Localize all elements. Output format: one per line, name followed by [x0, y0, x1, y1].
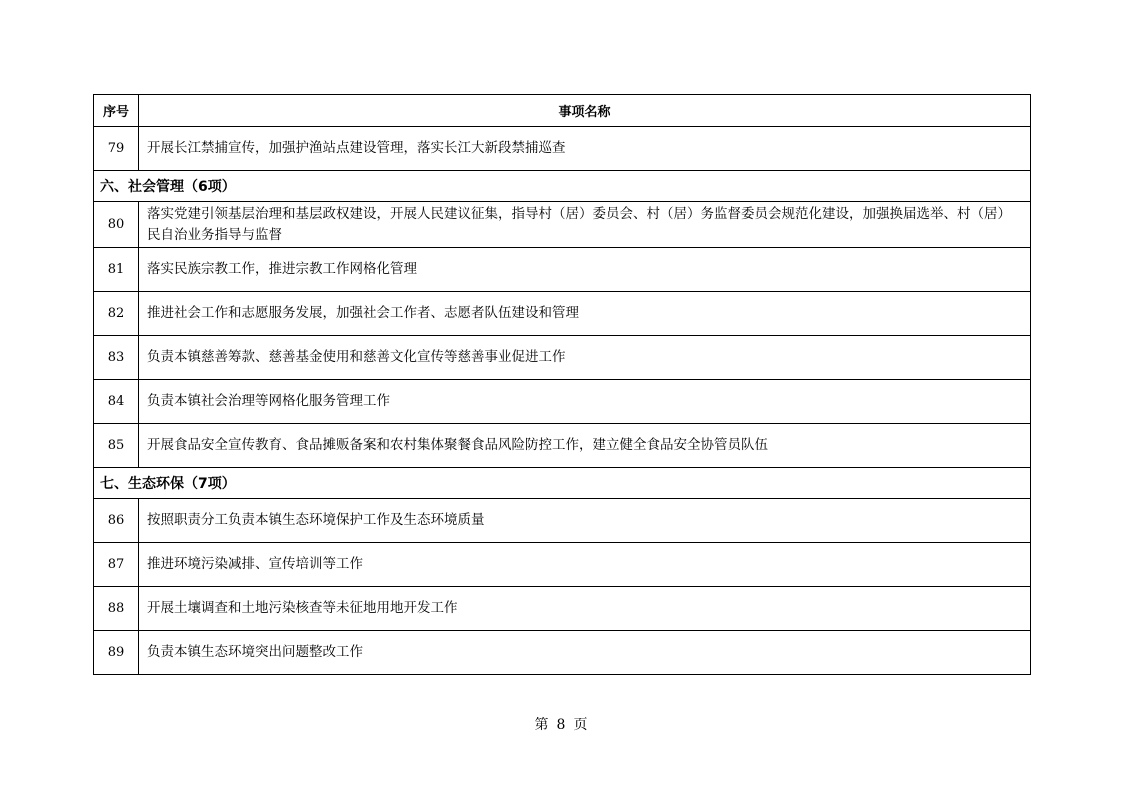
table-row [94, 127, 1031, 171]
row-text: 推进环境污染减排、宣传培训等工作 [139, 543, 1031, 587]
row-number: 84 [94, 380, 139, 424]
table-row [94, 248, 1031, 292]
row-number: 80 [94, 202, 139, 248]
row-text: 开展长江禁捕宣传，加强护渔站点建设管理，落实长江大新段禁捕巡查 [139, 127, 1031, 171]
table-row [94, 202, 1031, 248]
row-number: 89 [94, 631, 139, 675]
header-seq: 序号 [94, 95, 139, 127]
table-row [94, 543, 1031, 587]
items-table [93, 94, 1031, 675]
table-row [94, 587, 1031, 631]
row-number: 81 [94, 248, 139, 292]
table-row [94, 631, 1031, 675]
row-text: 开展土壤调查和土地污染核查等未征地用地开发工作 [139, 587, 1031, 631]
header-item-name: 事项名称 [139, 95, 1031, 127]
row-text: 负责本镇生态环境突出问题整改工作 [139, 631, 1031, 675]
section-title: 七、生态环保（7项） [94, 468, 1031, 499]
row-text: 落实党建引领基层治理和基层政权建设，开展人民建议征集，指导村（居）委员会、村（居）务监督委员会规范化建设，加强换届选举、村（居）民自治业务指导与监督 [139, 202, 1031, 248]
row-text: 负责本镇慈善筹款、慈善基金使用和慈善文化宣传等慈善事业促进工作 [139, 336, 1031, 380]
row-text: 推进社会工作和志愿服务发展，加强社会工作者、志愿者队伍建设和管理 [139, 292, 1031, 336]
row-text: 开展食品安全宣传教育、食品摊贩备案和农村集体聚餐食品风险防控工作，建立健全食品安全协管员队伍 [139, 424, 1031, 468]
row-number: 87 [94, 543, 139, 587]
section-row [94, 468, 1031, 499]
table-row [94, 424, 1031, 468]
section-row [94, 171, 1031, 202]
table-row [94, 292, 1031, 336]
row-text: 按照职责分工负责本镇生态环境保护工作及生态环境质量 [139, 499, 1031, 543]
table-row [94, 499, 1031, 543]
row-number: 85 [94, 424, 139, 468]
row-number: 88 [94, 587, 139, 631]
page-number: 8 [556, 717, 566, 733]
page-prefix: 第 [534, 717, 549, 733]
row-number: 86 [94, 499, 139, 543]
table-row [94, 380, 1031, 424]
page-footer [0, 714, 1122, 734]
table-header-row [94, 95, 1031, 127]
row-text: 落实民族宗教工作，推进宗教工作网格化管理 [139, 248, 1031, 292]
table-row [94, 336, 1031, 380]
row-number: 83 [94, 336, 139, 380]
section-title: 六、社会管理（6项） [94, 171, 1031, 202]
page-suffix: 页 [573, 717, 588, 733]
row-text: 负责本镇社会治理等网格化服务管理工作 [139, 380, 1031, 424]
row-number: 79 [94, 127, 139, 171]
row-number: 82 [94, 292, 139, 336]
